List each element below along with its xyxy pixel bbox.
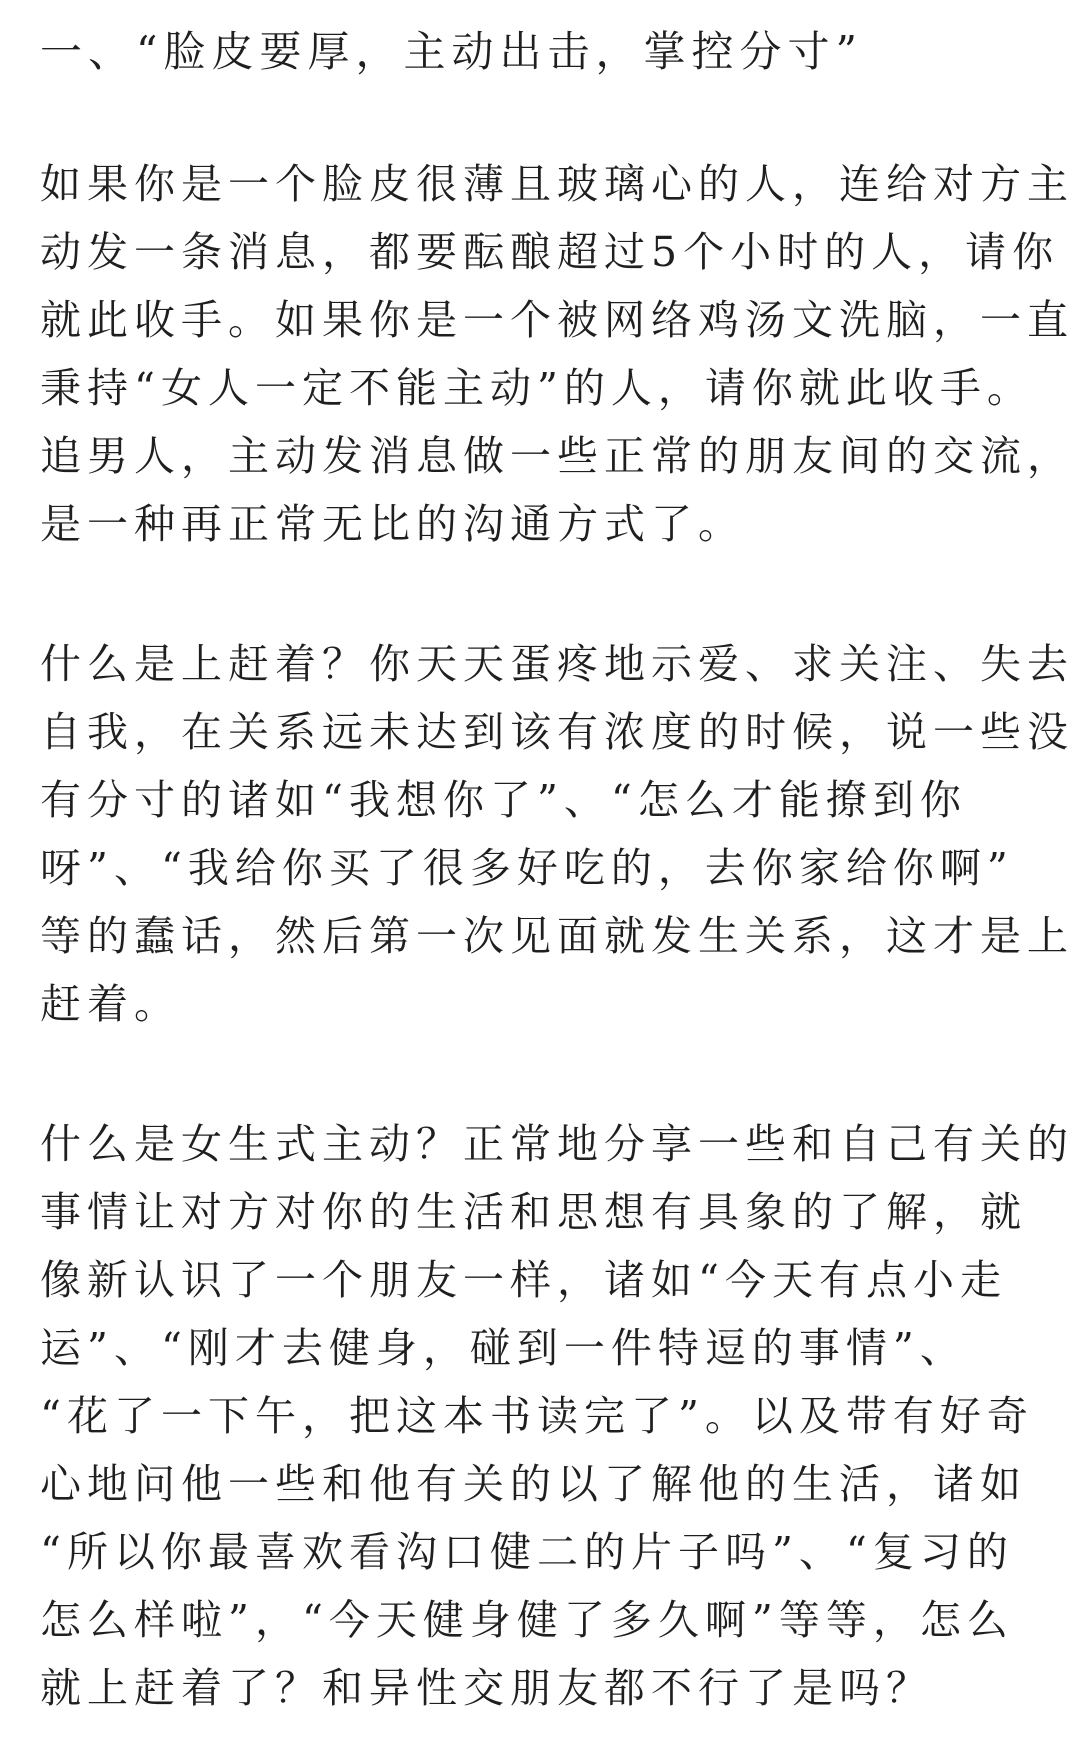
paragraph-1 (40, 150, 1074, 558)
text-line: 什么是上赶着？你天天蛋疼地示爱、求关注、失去 (40, 640, 1074, 688)
text-line: 就此收手。如果你是一个被网络鸡汤文洗脑，一直 (40, 296, 1074, 344)
text-line: 秉持“女人一定不能主动”的人，请你就此收手。 (40, 364, 1034, 412)
paragraph-2 (40, 630, 1074, 1038)
text-line: 心地问他一些和他有关的以了解他的生活，诸如 (40, 1460, 1027, 1508)
text-line: 赶着。 (40, 980, 181, 1028)
text-line: 运”、“刚才去健身，碰到一件特逗的事情”、 (40, 1324, 967, 1372)
text-line: 事情让对方对你的生活和思想有具象的了解，就 (40, 1188, 1027, 1236)
text-line: “花了一下午，把这本书读完了”。以及带有好奇 (40, 1392, 1034, 1440)
text-line: 如果你是一个脸皮很薄且玻璃心的人，连给对方主 (40, 160, 1074, 208)
text-line: 什么是女生式主动？正常地分享一些和自己有关的 (40, 1120, 1074, 1168)
text-line: 就上赶着了？和异性交朋友都不行了是吗？ (40, 1664, 933, 1712)
text-line: 追男人，主动发消息做一些正常的朋友间的交流， (40, 432, 1074, 480)
text-line: 动发一条消息，都要酝酿超过5个小时的人，请你 (40, 228, 1060, 276)
paragraph-3 (40, 1110, 1074, 1722)
text-line: 有分寸的诸如“我想你了”、“怎么才能撩到你 (40, 776, 967, 824)
section-heading: 一、“脸皮要厚，主动出击，掌控分寸” (40, 27, 863, 76)
text-line: 怎么样啦”，“今天健身健了多久啊”等等，怎么 (40, 1596, 1014, 1644)
text-line: 自我，在关系远未达到该有浓度的时候，说一些没 (40, 708, 1074, 756)
text-line: 等的蠢话，然后第一次见面就发生关系，这才是上 (40, 912, 1074, 960)
text-line: 呀”、“我给你买了很多好吃的，去你家给你啊” (40, 844, 1014, 892)
text-line: “所以你最喜欢看沟口健二的片子吗”、“复习的 (40, 1528, 1014, 1576)
text-line: 像新认识了一个朋友一样，诸如“今天有点小走 (40, 1256, 1007, 1304)
text-line: 是一种再正常无比的沟通方式了。 (40, 500, 745, 548)
